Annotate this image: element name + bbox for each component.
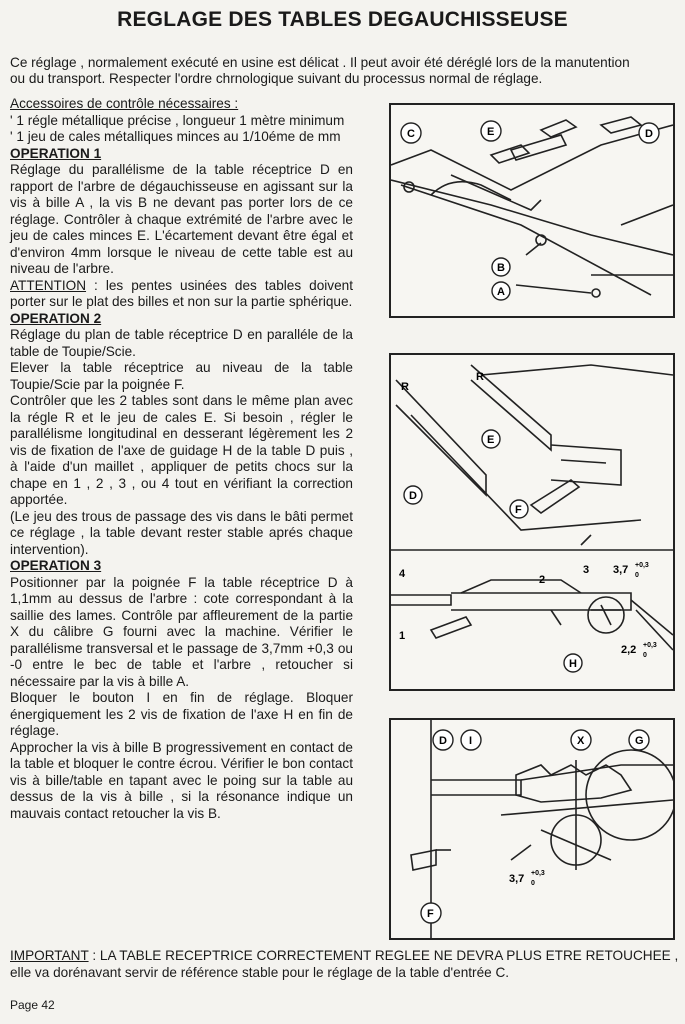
accessory-item: ' 1 régle métallique précise , longueur 1 mètre minimum (10, 112, 345, 128)
operation-2-heading: OPERATION 2 (10, 310, 102, 326)
intro (10, 55, 675, 87)
fig2b-label-2: 2 (539, 574, 546, 586)
intro-line-2: ou du transport. Respecter l'ordre chrnologique suivant du processus normal de réglage. (10, 71, 543, 86)
accessory-item: ' 1 jeu de cales métalliques minces au 1/10éme de mm (10, 129, 341, 144)
fig2b-tol-upper-1: +0,3 (635, 562, 649, 569)
text-column (10, 96, 353, 822)
fig2b-tol-lower-2: 0 (643, 652, 647, 659)
accessories-heading: Accessoires de contrôle nécessaires : (10, 96, 239, 111)
fig1-label-c: C (407, 128, 415, 140)
fig3-label-g: G (635, 735, 644, 747)
important-note (10, 947, 680, 981)
important-label: IMPORTANT (10, 948, 89, 963)
important-text: : LA TABLE RECEPTRICE CORRECTEMENT REGLEE NE DEVRA PLUS ETRE RETOUCHEE , elle va dorénavant servir de référence stable pour le réglage de la table d'entrée C. (10, 948, 679, 980)
fig2-label-r2: R (476, 371, 484, 383)
fig2b-label-1: 1 (399, 630, 406, 642)
fig2b-label-3: 3 (583, 564, 590, 576)
fig2b-tol-upper-2: +0,3 (643, 642, 657, 649)
figure-3-drawing (391, 720, 673, 938)
fig2-label-d: D (409, 490, 417, 502)
operation-3-p3: Approcher la vis à bille B progressivement en contact de la table et bloquer le contre écrou. Vérifier le bon contact vis à bille/table en tapant avec le poing sur la table au dessus de la vis à bille , si la résonance indique un mauvais contact retoucher la vis B. (10, 739, 353, 821)
fig1-label-e: E (487, 126, 495, 138)
fig2b-dim-1: 3,7 (613, 564, 629, 576)
fig3-label-i: I (469, 735, 473, 747)
fig2b-dim-2: 2,2 (621, 644, 637, 656)
figure-3-cutter-clearance (389, 718, 675, 940)
page-number: Page 42 (10, 998, 55, 1012)
fig2b-label-4: 4 (399, 568, 406, 580)
intro-line-1: Ce réglage , normalement exécuté en usine est délicat . Il peut avoir été déréglé lors de la manutention (10, 55, 630, 70)
operation-3-p1: Positionner par la poignée F la table réceptrice D à 1,1mm au dessus de l'arbre : cote correspondant à la saillie des lames. Contrôle par affleurement de la partie X du câlibre G fourni avec la machine. Vérifier le parallélisme transversal et le passage de 3,7mm +0,3 ou -0 entre le bec de table et l'arbre , retoucher si nécessaire par la vis à bille A. (10, 574, 353, 689)
fig2b-tol-lower-1: 0 (635, 572, 639, 579)
fig1-label-a: A (497, 286, 505, 298)
operation-3-heading: OPERATION 3 (10, 558, 102, 573)
figure-1-table-parallelism (389, 103, 675, 318)
fig3-tol-upper: +0,3 (531, 870, 545, 877)
operation-1-heading: OPERATION 1 (10, 145, 102, 161)
fig3-label-x: X (577, 735, 585, 747)
page-title: REGLAGE DES TABLES DEGAUCHISSEUSE (117, 8, 568, 31)
attention-label: ATTENTION (10, 277, 87, 293)
fig3-dim: 3,7 (509, 873, 525, 885)
figure-1-drawing (391, 105, 673, 316)
operation-3-p2: Bloquer le bouton I en fin de réglage. Bloquer énergiquement les 2 vis de fixation de l'axe H en fin de réglage. (10, 690, 353, 738)
fig3-label-f: F (427, 908, 434, 920)
fig2-label-f: F (515, 504, 522, 516)
fig2-label-r1: R (401, 381, 409, 393)
fig1-label-b: B (497, 262, 505, 274)
fig3-tol-lower: 0 (531, 880, 535, 887)
operation-2-p2: Elever la table réceptrice au niveau de la table Toupie/Scie par la poignée F. (10, 360, 353, 392)
attention-note (10, 278, 353, 311)
operation-2-p4: (Le jeu des trous de passage des vis dans le bâti permet ce réglage , la table devant rester stable aprés chaque intervention). (10, 508, 353, 557)
operation-2-p3: Contrôler que les 2 tables sont dans le même plan avec la régle R et le jeu de cales E. Si besoin , régler le parallélisme longitudinal en desserant légèrement les 2 vis de fixation de l'axe de guidage H de la table D puis , à l'aide d'un maillet , appliquer de petits chocs sur la chape en 1 , 2 , 3 , ou 4 tout en vérifiant la correction apportée. (10, 393, 353, 507)
operation-2-p1: Réglage du plan de table réceptrice D en paralléle de la table de Toupie/Scie. (10, 327, 353, 359)
figure-2-drawing (391, 355, 673, 689)
operation-1-text: Réglage du parallélisme de la table réceptrice D en rapport de l'arbre de dégauchisseuse en agissant sur la vis à bille A , la vis B ne devant pas porter lors de ce réglage. Contrôler à chaque extrémité de l'arbre avec le jeu de cales minces E. L'écartement devant être égal et d'environ 4mm lorsque le niveau de cette table est au niveau de l'arbre. (10, 162, 353, 276)
figure-2-table-plane (389, 353, 675, 691)
fig2b-label-h: H (569, 658, 577, 670)
fig3-label-d: D (439, 735, 447, 747)
fig1-label-d: D (645, 128, 653, 140)
fig2-label-e: E (487, 434, 495, 446)
attention-text: : les pentes usinées des tables doivent porter sur le plat des billes et non sur la partie sphérique. (10, 277, 353, 309)
